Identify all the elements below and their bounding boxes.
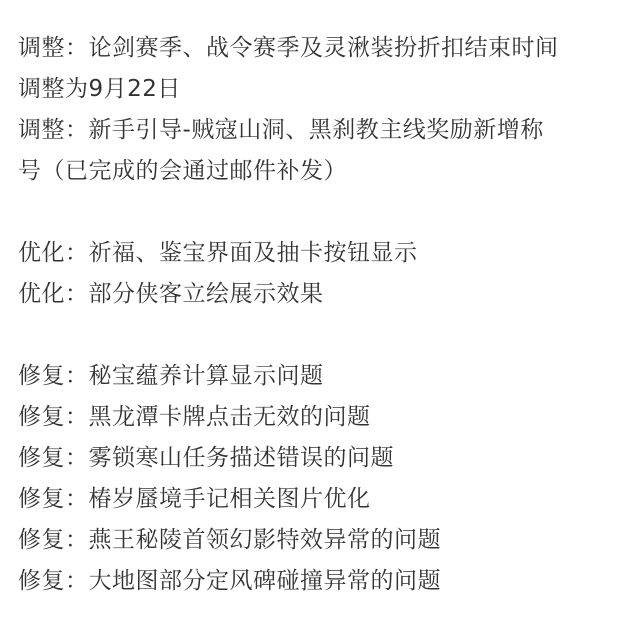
blank-line <box>18 315 630 356</box>
note-line: 修复：秘宝蕴养计算显示问题 <box>18 363 324 389</box>
note-line: 优化：部分侠客立绘展示效果 <box>18 281 324 307</box>
note-line: 调整：论剑赛季、战令赛季及灵湫装扮折扣结束时间 <box>18 35 559 61</box>
note-line: 修复：黑龙潭卡牌点击无效的问题 <box>18 404 371 430</box>
note-line: 修复：燕王秘陵首领幻影特效异常的问题 <box>18 527 441 553</box>
note-line: 修复：雾锁寒山任务描述错误的问题 <box>18 445 394 471</box>
note-line: 调整为9月22日 <box>18 76 181 102</box>
note-line: 优化：祈福、鉴宝界面及抽卡按钮显示 <box>18 240 418 266</box>
note-line: 修复：椿岁蜃境手记相关图片优化 <box>18 486 371 512</box>
note-line: 号（已完成的会通过邮件补发） <box>18 158 347 184</box>
note-line: 修复：大地图部分定风碑碰撞异常的问题 <box>18 568 441 594</box>
note-line: 调整：新手引导-贼寇山洞、黑刹教主线奖励新增称 <box>18 117 544 143</box>
blank-line <box>18 192 630 233</box>
patch-notes <box>18 28 630 602</box>
